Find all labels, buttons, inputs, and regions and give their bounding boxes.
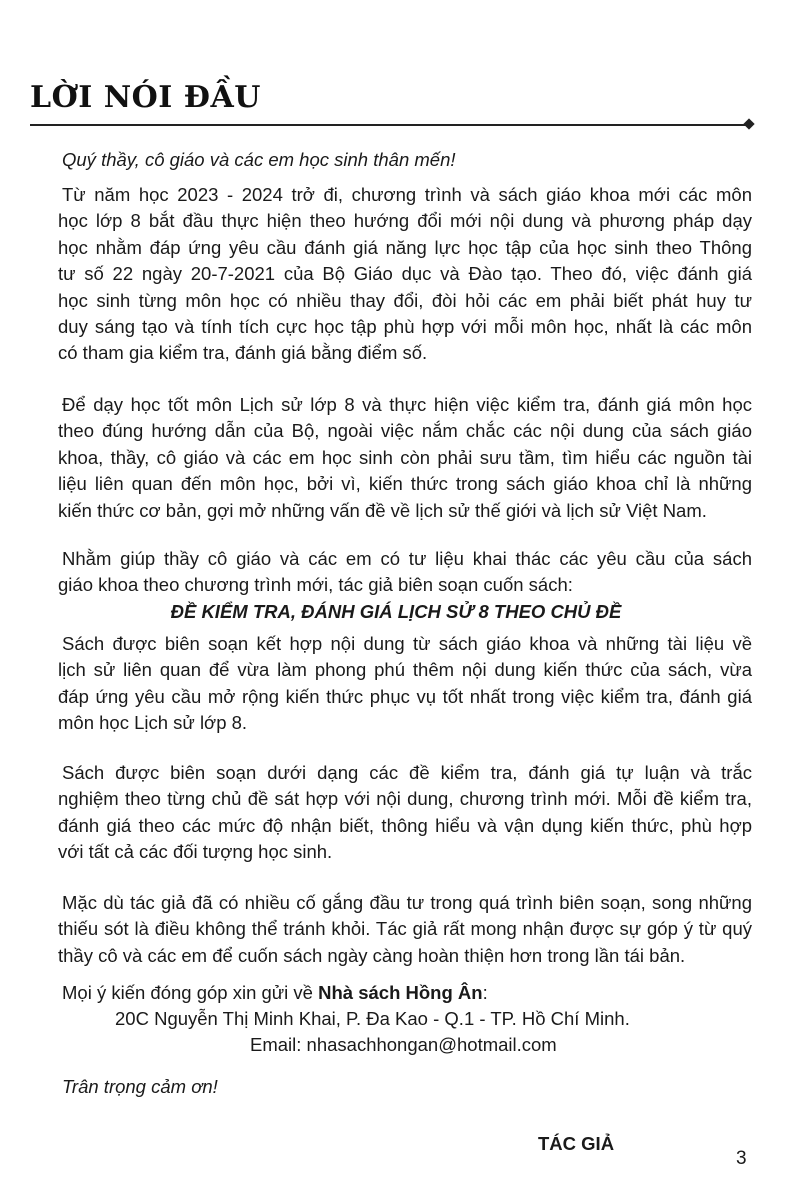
text-line: học nhằm đáp ứng yêu cầu đánh giá năng lực học tập của học sinh theo Thông: [58, 236, 752, 258]
text-line: thầy cô và các em để cuốn sách ngày càng hoàn thiện hơn trong lần tái bản.: [58, 944, 686, 966]
text-line: thiếu sót là điều không thể tránh khỏi. Tác giả rất mong nhận được sự góp ý từ quý: [58, 918, 752, 940]
paragraph-6: [58, 890, 752, 969]
colon: :: [482, 982, 488, 1003]
text-line: Sách được biên soạn kết hợp nội dung từ sách giáo khoa và những tài liệu về: [62, 633, 752, 654]
text-line: đáp ứng yêu cầu mở rộng kiến thức phục vụ tốt nhất trong việc kiểm tra, đánh giá: [58, 685, 752, 707]
paragraph-2: [58, 392, 752, 524]
text-line: Từ năm học 2023 - 2024 trở đi, chương trình và sách giáo khoa mới các môn: [62, 184, 752, 205]
text-line: duy sáng tạo và tính tích cực học tập phù hợp với mỗi môn học, nhất là các môn: [58, 316, 752, 338]
text-line: tư số 22 ngày 20-7-2021 của Bộ Giáo dục và Đào tạo. Theo đó, việc đánh giá: [58, 263, 752, 285]
text-line: lịch sử liên quan để vừa làm phong phú thêm nội dung kiến thức của sách, vừa: [58, 659, 752, 681]
page-title: LỜI NÓI ĐẦU: [30, 80, 261, 115]
text-line: đánh giá theo các mức độ nhận biết, thông hiểu và vận dụng kiến thức, phù hợp: [58, 814, 752, 836]
page-number: 3: [736, 1148, 747, 1169]
book-title: ĐỀ KIỂM TRA, ĐÁNH GIÁ LỊCH SỬ 8 THEO CHỦ ĐỀ: [170, 601, 622, 622]
text-line: liệu liên quan đến môn học, bởi vì, kiến thức trong sách giáo khoa chỉ là những: [58, 473, 752, 495]
contact-intro: [62, 982, 488, 1004]
text-line: Sách được biên soạn dưới dạng các đề kiểm tra, đánh giá tự luận và trắc: [62, 762, 752, 783]
text-line: có tham gia kiểm tra, đánh giá bằng điểm số.: [58, 342, 428, 364]
text-line: Để dạy học tốt môn Lịch sử lớp 8 và thực hiện việc kiểm tra, đánh giá môn học: [62, 394, 752, 415]
contact-address: 20C Nguyễn Thị Minh Khai, P. Đa Kao - Q.1 - TP. Hồ Chí Minh.: [115, 1008, 630, 1029]
closing: Trân trọng cảm ơn!: [62, 1076, 218, 1097]
paragraph-4: [58, 631, 752, 737]
text-line: giáo khoa theo chương trình mới, tác giả biên soạn cuốn sách:: [58, 574, 573, 596]
contact-intro-text: Mọi ý kiến đóng góp xin gửi về: [62, 982, 319, 1003]
paragraph-5: [58, 760, 752, 866]
text-line: Mặc dù tác giả đã có nhiều cố gắng đầu tư trong quá trình biên soạn, song những: [62, 892, 752, 913]
salutation: Quý thầy, cô giáo và các em học sinh thân mến!: [62, 149, 456, 170]
text-line: học sinh từng môn học có nhiều thay đổi, đòi hỏi các em phải biết phát huy tư: [58, 289, 752, 311]
paragraph-3: [58, 546, 752, 599]
text-line: nghiệm theo từng chủ đề sát hợp với nội dung, chương trình mới. Mỗi đề kiểm tra,: [58, 788, 752, 810]
text-line: khoa, thầy, cô giáo và các em học sinh còn phải sưu tầm, tìm hiểu các nguồn tài: [58, 446, 752, 468]
text-line: kiến thức cơ bản, gợi mở những vấn đề về lịch sử thế giới và lịch sử Việt Nam.: [58, 499, 707, 521]
contact-email: Email: nhasachhongan@hotmail.com: [250, 1034, 557, 1055]
title-rule: [30, 124, 748, 126]
text-line: Nhằm giúp thầy cô giáo và các em có tư liệu khai thác các yêu cầu của sách: [62, 548, 752, 569]
rule-diamond-ornament: [743, 118, 754, 129]
paragraph-1: [58, 182, 752, 367]
text-line: học lớp 8 bắt đầu thực hiện theo hướng đổi mới nội dung và phương pháp dạy: [58, 210, 752, 232]
text-line: theo đúng hướng dẫn của Bộ, ngoài việc nắm chắc các nội dung của sách giáo: [58, 420, 752, 442]
publisher-name: Nhà sách Hồng Ân: [318, 982, 483, 1003]
text-line: với tất cả các đối tượng học sinh.: [58, 841, 333, 863]
author-signature: TÁC GIẢ: [538, 1133, 615, 1154]
text-line: môn học Lịch sử lớp 8.: [58, 712, 248, 734]
